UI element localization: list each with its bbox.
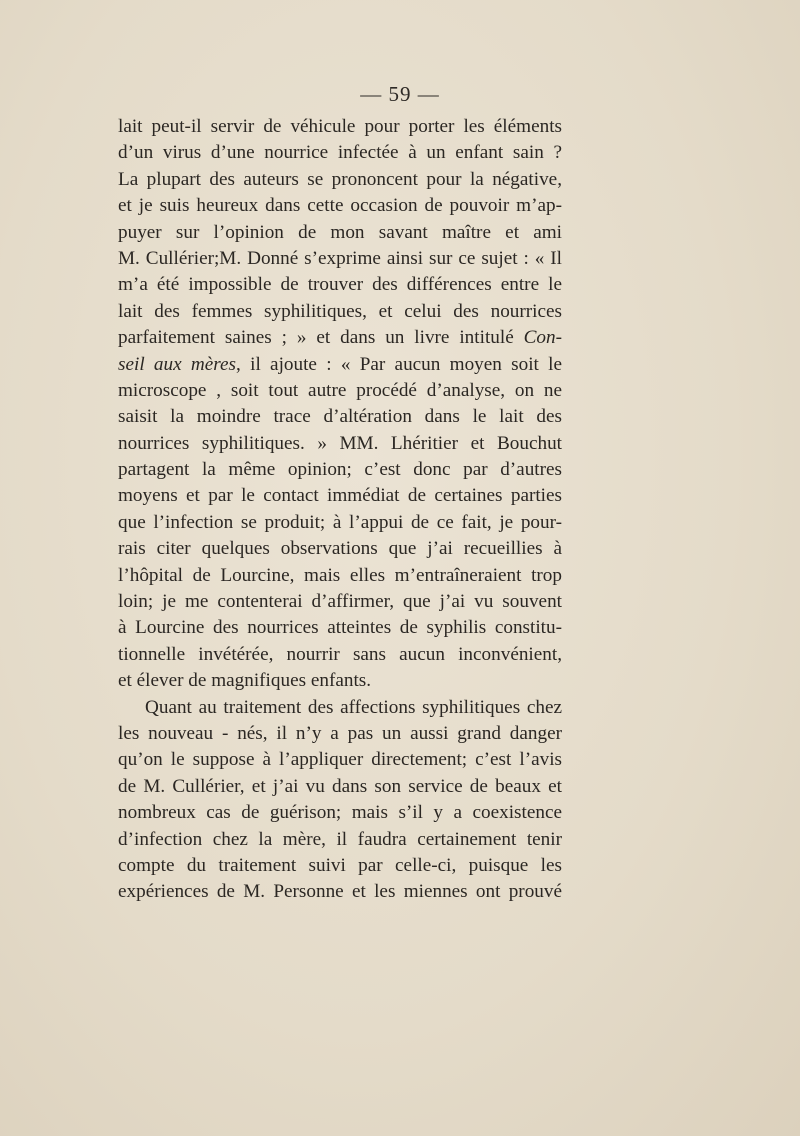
text-line: partagent la même opinion; c’est donc par d’autres bbox=[118, 459, 562, 481]
text-line: et je suis heureux dans cette occasion de pouvoir m’ap- bbox=[118, 195, 562, 217]
text-line: rais citer quelques observations que j’ai recueillies à bbox=[118, 538, 562, 560]
text-line: microscope , soit tout autre procédé d’analyse, on ne bbox=[118, 379, 562, 401]
text-line: que l’infection se produit; à l’appui de ce fait, je pour- bbox=[118, 511, 562, 533]
text-line: M. Cullérier;M. Donné s’exprime ainsi sur ce sujet : « Il bbox=[118, 247, 562, 269]
text-line: tionnelle invétérée, nourrir sans aucun inconvénient, bbox=[118, 643, 562, 665]
text-line: parfaitement saines ; » et dans un livre intitulé Con- bbox=[118, 327, 562, 349]
text-line: puyer sur l’opinion de mon savant maître et ami bbox=[118, 221, 562, 243]
text-line: m’a été impossible de trouver des différences entre le bbox=[118, 274, 562, 296]
body-text bbox=[118, 114, 562, 906]
text-line: à Lourcine des nourrices atteintes de syphilis constitu- bbox=[118, 617, 562, 639]
text-line: et élever de magnifiques enfants. bbox=[118, 670, 372, 692]
page-number: — 59 — bbox=[360, 82, 440, 106]
text-line: nombreux cas de guérison; mais s’il y a coexistence bbox=[118, 802, 562, 824]
text-line: d’infection chez la mère, il faudra certainement tenir bbox=[118, 828, 562, 850]
text-line: Quant au traitement des affections syphilitiques chez bbox=[145, 696, 562, 718]
text-line: lait peut-il servir de véhicule pour porter les éléments bbox=[118, 116, 562, 137]
text-line: lait des femmes syphilitiques, et celui des nourrices bbox=[118, 300, 562, 322]
text-line: de M. Cullérier, et j’ai vu dans son service de beaux et bbox=[118, 775, 562, 797]
text-line: saisit la moindre trace d’altération dans le lait des bbox=[118, 406, 562, 428]
text-line: La plupart des auteurs se prononcent pour la négative, bbox=[118, 168, 562, 190]
text-line: l’hôpital de Lourcine, mais elles m’entraîneraient trop bbox=[118, 564, 562, 586]
text-line: compte du traitement suivi par celle-ci, puisque les bbox=[118, 854, 562, 876]
text-line: les nouveau - nés, il n’y a pas un aussi grand danger bbox=[118, 722, 562, 744]
text-line: qu’on le suppose à l’appliquer directement; c’est l’avis bbox=[118, 749, 562, 771]
text-line: nourrices syphilitiques. » MM. Lhéritier et Bouchut bbox=[118, 432, 562, 454]
text-line: d’un virus d’une nourrice infectée à un enfant sain ? bbox=[118, 142, 562, 164]
text-line: seil aux mères, il ajoute : « Par aucun moyen soit le bbox=[118, 353, 562, 375]
text-line: loin; je me contenterai d’affirmer, que j’ai vu souvent bbox=[118, 591, 562, 613]
text-line: moyens et par le contact immédiat de certaines parties bbox=[118, 485, 562, 507]
text-line: expériences de M. Personne et les miennes ont prouvé bbox=[118, 881, 562, 903]
